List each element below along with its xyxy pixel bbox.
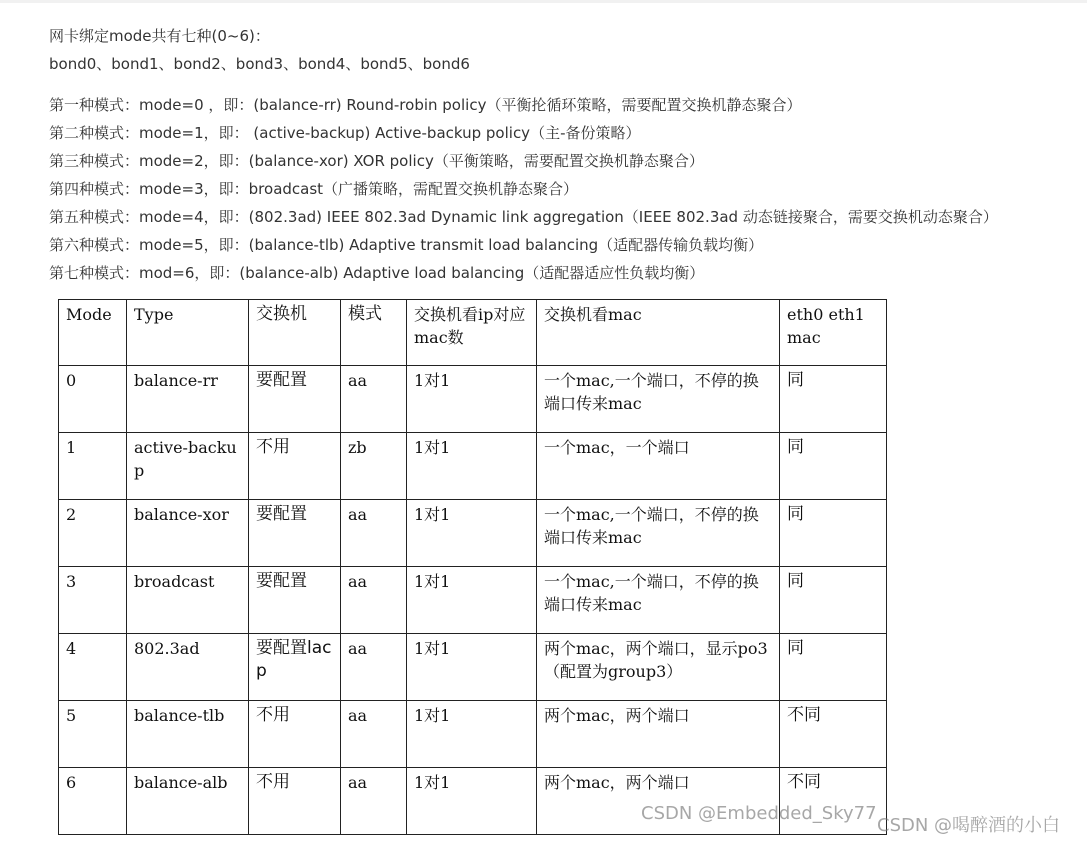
cell-ip-mac-count: 1对1 — [407, 634, 537, 701]
table-row — [59, 433, 887, 500]
intro-bond-list: bond0、bond1、bond2、bond3、bond4、bond5、bond6 — [49, 55, 470, 73]
mode-line-5: 第六种模式：mode=5，即：(balance-tlb) Adaptive transmit load balancing（适配器传输负载均衡） — [49, 236, 764, 254]
header-pattern: 模式 — [341, 300, 407, 366]
cell-switch-mac: 一个mac，一个端口 — [537, 433, 780, 500]
cell-switch: 要配置 — [249, 500, 341, 567]
cell-switch-mac: 一个mac,一个端口，不停的换端口传来mac — [537, 366, 780, 433]
cell-mode: 0 — [59, 366, 127, 433]
cell-type: balance-tlb — [127, 701, 249, 768]
mode-line-0: 第一种模式：mode=0 ，即：(balance-rr) Round-robin policy（平衡抡循环策略，需要配置交换机静态聚合） — [49, 96, 802, 114]
cell-switch: 不用 — [249, 768, 341, 835]
cell-eth-mac: 同 — [780, 634, 887, 701]
cell-switch: 要配置 — [249, 567, 341, 634]
cell-eth-mac: 同 — [780, 500, 887, 567]
cell-ip-mac-count: 1对1 — [407, 500, 537, 567]
cell-switch-mac: 一个mac,一个端口，不停的换端口传来mac — [537, 500, 780, 567]
cell-type: balance-alb — [127, 768, 249, 835]
cell-type: active-backup — [127, 433, 249, 500]
watermark-author: CSDN @Embedded_Sky77 — [641, 803, 877, 824]
cell-type: 802.3ad — [127, 634, 249, 701]
cell-mode: 5 — [59, 701, 127, 768]
watermark-site: CSDN @喝醉酒的小白 — [877, 815, 1061, 836]
cell-type: balance-xor — [127, 500, 249, 567]
table-row — [59, 768, 887, 835]
cell-ip-mac-count: 1对1 — [407, 701, 537, 768]
cell-pattern: aa — [341, 634, 407, 701]
table-row — [59, 366, 887, 433]
cell-switch: 不用 — [249, 433, 341, 500]
table-row — [59, 500, 887, 567]
cell-ip-mac-count: 1对1 — [407, 768, 537, 835]
cell-eth-mac: 不同 — [780, 768, 887, 835]
cell-pattern: zb — [341, 433, 407, 500]
header-switch: 交换机 — [249, 300, 341, 366]
cell-ip-mac-count: 1对1 — [407, 366, 537, 433]
cell-switch-mac: 两个mac，两个端口，显示po3（配置为group3） — [537, 634, 780, 701]
cell-type: balance-rr — [127, 366, 249, 433]
cell-eth-mac: 不同 — [780, 701, 887, 768]
mode-line-1: 第二种模式：mode=1，即： (active-backup) Active-backup policy（主-备份策略） — [49, 124, 641, 142]
table-row — [59, 634, 887, 701]
intro-block — [49, 22, 1079, 78]
cell-mode: 3 — [59, 567, 127, 634]
cell-pattern: aa — [341, 500, 407, 567]
table-row — [59, 701, 887, 768]
cell-mode: 6 — [59, 768, 127, 835]
intro-heading: 网卡绑定mode共有七种(0~6)： — [49, 27, 270, 45]
cell-mode: 4 — [59, 634, 127, 701]
mode-line-4: 第五种模式：mode=4，即：(802.3ad) IEEE 802.3ad Dynamic link aggregation（IEEE 802.3ad 动态链接聚合，需要交换机动态聚合） — [49, 208, 998, 226]
cell-eth-mac: 同 — [780, 433, 887, 500]
table-header-row — [59, 300, 887, 366]
header-eth-mac: eth0 eth1 mac — [780, 300, 887, 366]
cell-mode: 1 — [59, 433, 127, 500]
header-type: Type — [127, 300, 249, 366]
header-switch-mac: 交换机看mac — [537, 300, 780, 366]
cell-ip-mac-count: 1对1 — [407, 433, 537, 500]
table-row — [59, 567, 887, 634]
cell-pattern: aa — [341, 701, 407, 768]
header-ip-mac-count: 交换机看ip对应mac数 — [407, 300, 537, 366]
cell-switch-mac: 两个mac，两个端口 — [537, 768, 780, 835]
cell-switch: 要配置 — [249, 366, 341, 433]
cell-switch-mac: 一个mac,一个端口，不停的换端口传来mac — [537, 567, 780, 634]
mode-line-3: 第四种模式：mode=3，即：broadcast（广播策略，需配置交换机静态聚合） — [49, 180, 579, 198]
top-divider — [0, 0, 1087, 3]
mode-line-6: 第七种模式：mod=6，即：(balance-alb) Adaptive load balancing（适配器适应性负载均衡） — [49, 264, 705, 282]
bond-mode-table — [58, 299, 887, 835]
header-mode: Mode — [59, 300, 127, 366]
mode-list — [49, 91, 1084, 287]
cell-switch-mac: 两个mac，两个端口 — [537, 701, 780, 768]
cell-pattern: aa — [341, 768, 407, 835]
mode-line-2: 第三种模式：mode=2，即：(balance-xor) XOR policy（平衡策略，需要配置交换机静态聚合） — [49, 152, 704, 170]
cell-switch: 不用 — [249, 701, 341, 768]
cell-pattern: aa — [341, 366, 407, 433]
cell-pattern: aa — [341, 567, 407, 634]
cell-eth-mac: 同 — [780, 567, 887, 634]
cell-ip-mac-count: 1对1 — [407, 567, 537, 634]
cell-mode: 2 — [59, 500, 127, 567]
cell-type: broadcast — [127, 567, 249, 634]
cell-eth-mac: 同 — [780, 366, 887, 433]
cell-switch: 要配置lacp — [249, 634, 341, 701]
